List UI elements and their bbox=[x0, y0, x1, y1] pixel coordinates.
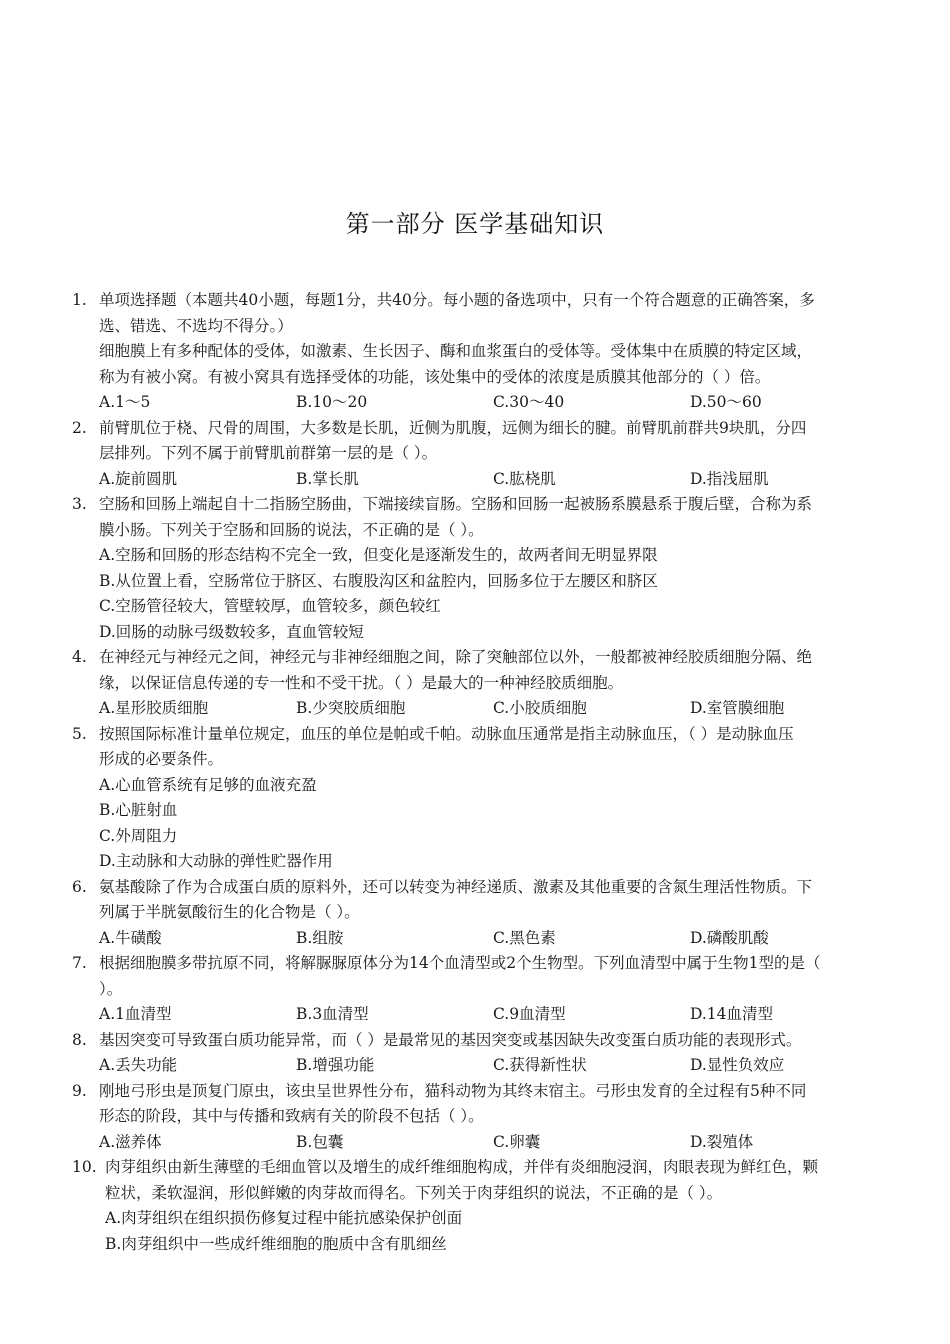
question-text-line: 细胞膜上有多种配体的受体，如激素、生长因子、酶和血浆蛋白的受体等。受体集中在质膜的特定区域， bbox=[99, 342, 813, 360]
question-body bbox=[99, 492, 878, 645]
answer-option: B.少突胶质细胞 bbox=[296, 699, 406, 717]
question-list bbox=[72, 288, 878, 1257]
question-text-line: ）。 bbox=[99, 979, 123, 998]
answer-option: D.50～60 bbox=[690, 393, 762, 411]
answer-option: B.10～20 bbox=[296, 393, 368, 411]
answer-option: C.获得新性状 bbox=[493, 1056, 587, 1074]
answer-option: B.从位置上看，空肠常位于脐区、右腹股沟区和盆腔内，回肠多位于左腰区和脐区 bbox=[99, 571, 658, 590]
question-body bbox=[99, 951, 887, 1028]
answer-option: D.指浅屈肌 bbox=[690, 469, 769, 488]
question-number: 3. bbox=[72, 495, 87, 513]
answer-option: C.卵囊 bbox=[493, 1132, 541, 1151]
question-text-line: 空肠和回肠上端起自十二指肠空肠曲，下端接续盲肠。空肠和回肠一起被肠系膜悬系于腹后壁，合称为系 bbox=[99, 495, 813, 513]
question-body bbox=[99, 1028, 887, 1079]
question-text-line: 根据细胞膜多带抗原不同，将解脲脲原体分为14个血清型或2个生物型。下列血清型中属于生物1型的是（ bbox=[99, 954, 821, 972]
question-text-line: 形态的阶段，其中与传播和致病有关的阶段不包括（ ）。 bbox=[99, 1107, 484, 1125]
answer-option: C.空肠管径较大，管壁较厚，血管较多，颜色较红 bbox=[99, 597, 441, 615]
question-text-line: 单项选择题（本题共40小题，每题1分，共40分。每小题的备选项中，只有一个符合题意的正确答案，多 bbox=[99, 291, 815, 309]
option-row bbox=[99, 1002, 887, 1028]
question-item bbox=[72, 1079, 878, 1156]
page-title: 第一部分 医学基础知识 bbox=[345, 210, 605, 238]
answer-option: D.主动脉和大动脉的弹性贮器作用 bbox=[99, 852, 333, 870]
answer-option: D.14血清型 bbox=[690, 1005, 774, 1023]
answer-option: C.9血清型 bbox=[493, 1005, 566, 1023]
question-text-line: 层排列。下列不属于前臂肌前群第一层的是（ ）。 bbox=[99, 444, 438, 462]
answer-option: A.肉芽组织在组织损伤修复过程中能抗感染保护创面 bbox=[105, 1209, 463, 1227]
question-text-line: 肉芽组织由新生薄壁的毛细血管以及增生的成纤维细胞构成，并伴有炎细胞浸润，肉眼表现为鲜红色，颗 bbox=[105, 1158, 819, 1176]
question-item bbox=[72, 288, 878, 416]
question-body bbox=[99, 722, 878, 875]
answer-option: A.牛磺酸 bbox=[99, 928, 162, 947]
question-item bbox=[72, 1155, 878, 1257]
question-body bbox=[99, 1079, 887, 1156]
question-number: 9. bbox=[72, 1081, 87, 1100]
answer-option: A.1～5 bbox=[99, 393, 151, 411]
question-text-line: 氨基酸除了作为合成蛋白质的原料外，还可以转变为神经递质、激素及其他重要的含氮生理活性物质。下 bbox=[99, 877, 813, 896]
question-text-line: 粒状，柔软湿润，形似鲜嫩的肉芽故而得名。下列关于肉芽组织的说法，不正确的是（ ）。 bbox=[105, 1183, 723, 1202]
answer-option: A.1血清型 bbox=[99, 1005, 172, 1023]
answer-option: B.增强功能 bbox=[296, 1056, 375, 1074]
question-text-line: 刚地弓形虫是顶复门原虫，该虫呈世界性分布，猫科动物为其终末宿主。弓形虫发育的全过程有5种不同 bbox=[99, 1081, 807, 1100]
option-row bbox=[99, 1130, 887, 1156]
answer-option: B.3血清型 bbox=[296, 1005, 369, 1023]
answer-option: A.旋前圆肌 bbox=[99, 469, 178, 488]
answer-option: C.肱桡肌 bbox=[493, 469, 556, 488]
question-body bbox=[99, 416, 887, 493]
question-text-line: 称为有被小窝。有被小窝具有选择受体的功能，该处集中的受体的浓度是质膜其他部分的（ ）倍。 bbox=[99, 367, 771, 386]
answer-option: D.显性负效应 bbox=[690, 1056, 785, 1074]
answer-option: B.组胺 bbox=[296, 928, 344, 947]
option-row bbox=[99, 696, 887, 722]
option-row bbox=[99, 390, 887, 416]
question-text-line: 膜小肠。下列关于空肠和回肠的说法，不正确的是（ ）。 bbox=[99, 520, 484, 539]
answer-option: C.小胶质细胞 bbox=[493, 699, 587, 717]
question-item bbox=[72, 645, 878, 722]
answer-option: A.星形胶质细胞 bbox=[99, 699, 209, 717]
answer-option: A.丢失功能 bbox=[99, 1056, 178, 1074]
answer-option: C.外周阻力 bbox=[99, 826, 178, 845]
question-number: 1. bbox=[72, 291, 87, 309]
question-number: 8. bbox=[72, 1030, 87, 1049]
question-text-line: 缘，以保证信息传递的专一性和不受干扰。（ ）是最大的一种神经胶质细胞。 bbox=[99, 673, 624, 692]
question-number: 5. bbox=[72, 724, 87, 743]
question-item bbox=[72, 1028, 878, 1079]
question-item bbox=[72, 722, 878, 875]
question-body bbox=[99, 645, 887, 722]
answer-option: B.包囊 bbox=[296, 1132, 344, 1151]
answer-option: D.裂殖体 bbox=[690, 1132, 754, 1151]
question-number: 2. bbox=[72, 418, 87, 437]
question-body bbox=[105, 1155, 878, 1257]
question-text-line: 选、错选、不选均不得分。） bbox=[99, 316, 293, 335]
question-item bbox=[72, 875, 878, 952]
answer-option: A.心血管系统有足够的血液充盈 bbox=[99, 775, 317, 794]
answer-option: C.黑色素 bbox=[493, 928, 556, 947]
answer-option: B.心脏射血 bbox=[99, 801, 178, 819]
question-text-line: 基因突变可导致蛋白质功能异常，而（ ）是最常见的基因突变或基因缺失改变蛋白质功能的表现形式。 bbox=[99, 1030, 802, 1049]
answer-option: D.磷酸肌酸 bbox=[690, 928, 769, 947]
question-text-line: 形成的必要条件。 bbox=[99, 750, 224, 768]
question-body bbox=[99, 288, 887, 416]
question-body bbox=[99, 875, 887, 952]
option-row bbox=[99, 1053, 887, 1079]
answer-option: D.室管膜细胞 bbox=[690, 699, 785, 717]
answer-option: C.30～40 bbox=[493, 393, 565, 411]
question-number: 7. bbox=[72, 954, 87, 972]
question-number: 6. bbox=[72, 877, 87, 896]
question-text-line: 按照国际标准计量单位规定，血压的单位是帕或千帕。动脉血压通常是指主动脉血压，（ ）是动脉血压 bbox=[99, 724, 794, 743]
answer-option: B.肉芽组织中一些成纤维细胞的胞质中含有肌细丝 bbox=[105, 1234, 447, 1253]
question-text-line: 在神经元与神经元之间，神经元与非神经细胞之间，除了突触部位以外，一般都被神经胶质细胞分隔、绝 bbox=[99, 648, 813, 666]
question-item bbox=[72, 951, 878, 1028]
question-number: 10. bbox=[72, 1158, 97, 1176]
question-text-line: 前臂肌位于桡、尺骨的周围，大多数是长肌，近侧为肌腹，远侧为细长的腱。前臂肌前群共9块肌，分四 bbox=[99, 418, 807, 437]
question-text-line: 列属于半胱氨酸衍生的化合物是（ ）。 bbox=[99, 903, 360, 921]
question-number: 4. bbox=[72, 648, 87, 666]
option-row bbox=[99, 467, 887, 493]
answer-option: A.空肠和回肠的形态结构不完全一致，但变化是逐渐发生的，故两者间无明显界限 bbox=[99, 546, 658, 564]
question-item bbox=[72, 416, 878, 493]
option-row bbox=[99, 926, 887, 952]
answer-option: D.回肠的动脉弓级数较多，直血管较短 bbox=[99, 622, 364, 641]
answer-option: A.滋养体 bbox=[99, 1132, 162, 1151]
question-item bbox=[72, 492, 878, 645]
answer-option: B.掌长肌 bbox=[296, 469, 359, 488]
